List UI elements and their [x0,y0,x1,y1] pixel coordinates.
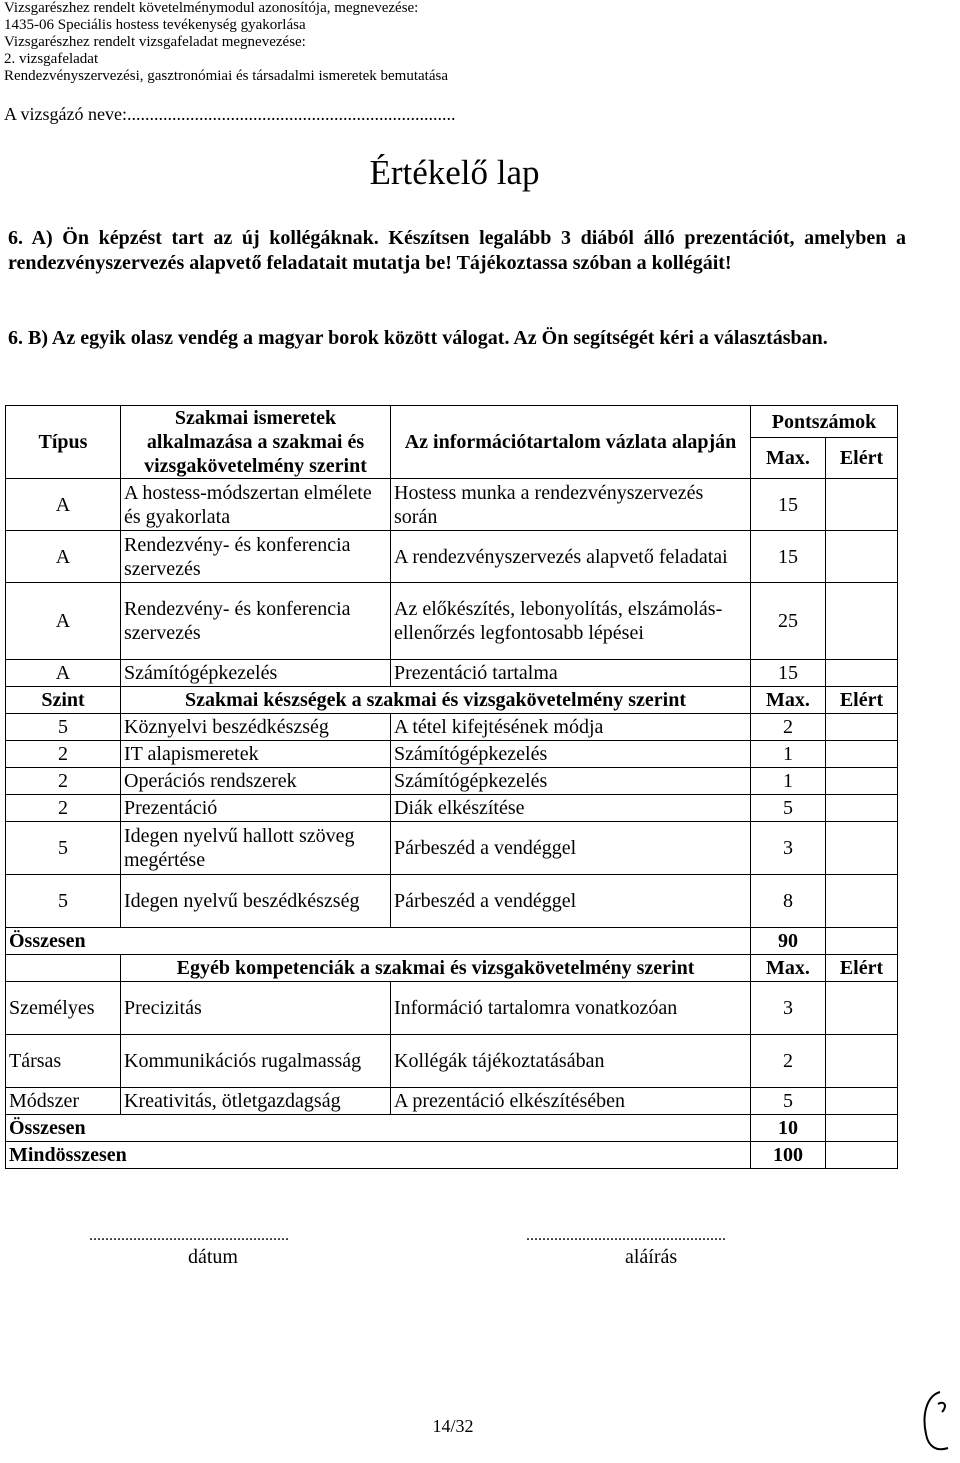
subtotal-label: Összesen [6,928,751,955]
subtotal-value: 90 [751,928,826,955]
max-cell: 2 [751,714,826,741]
topic-cell: Rendezvény- és konferencia szervezés [121,583,391,660]
col-type-header: Típus [6,406,121,479]
achieved-cell[interactable] [826,795,898,822]
type-cell: A [6,531,121,583]
max-cell: 25 [751,583,826,660]
page-number: 14/32 [432,1416,474,1436]
max-cell: 1 [751,768,826,795]
table-row [6,822,898,875]
max-cell: 3 [751,822,826,875]
content-cell: A rendezvényszervezés alapvető feladatai [391,531,751,583]
header-line: 1435-06 Speciális hostess tevékenység gyakorlása [4,17,306,33]
content-cell: Prezentáció tartalma [391,660,751,687]
skill-cell: Kreativitás, ötletgazdagság [121,1088,391,1115]
total-row [6,1142,898,1169]
date-label: dátum [188,1246,238,1268]
header-line: Vizsgarészhez rendelt vizsgafeladat megnevezése: [4,34,306,50]
table-row [6,795,898,822]
max-cell: 2 [751,1035,826,1088]
max-header: Max. [751,438,826,479]
document-header [4,0,448,85]
max-header: Max. [751,687,826,714]
skill-cell: Prezentáció [121,795,391,822]
task-b: 6. B) Az egyik olasz vendég a magyar borok között válogat. Az Ön segítségét kéri a választásban. [8,327,828,349]
type-cell: Társas [6,1035,121,1088]
table-row [6,982,898,1035]
content-cell: A prezentáció elkészítésében [391,1088,751,1115]
achieved-cell[interactable] [826,1035,898,1088]
page-title: Értékelő lap [369,153,540,192]
table-row [6,531,898,583]
max-header: Max. [751,955,826,982]
table-row [6,660,898,687]
skill-cell: Operációs rendszerek [121,768,391,795]
content-cell: Diák elkészítése [391,795,751,822]
type-cell: A [6,583,121,660]
content-cell: Információ tartalomra vonatkozóan [391,982,751,1035]
skill-cell: Precizitás [121,982,391,1035]
max-cell: 3 [751,982,826,1035]
header-line: 2. vizsgafeladat [4,51,99,67]
achieved-cell[interactable] [826,479,898,531]
candidate-name-line: A vizsgázó neve:......................................................................... [4,104,456,124]
content-cell: Hostess munka a rendezvényszervezés során [391,479,751,531]
content-cell: Számítógépkezelés [391,768,751,795]
achieved-cell[interactable] [826,583,898,660]
table-row [6,768,898,795]
level-cell: 5 [6,875,121,928]
achieved-cell[interactable] [826,1088,898,1115]
max-cell: 5 [751,795,826,822]
skill-cell: Idegen nyelvű hallott szöveg megértése [121,822,391,875]
skills-header: Szakmai készségek a szakmai és vizsgakövetelmény szerint [121,687,751,714]
total-label: Mindösszesen [6,1142,751,1169]
table-row [6,1088,898,1115]
type-cell: Módszer [6,1088,121,1115]
table-row [6,1035,898,1088]
header-line: Vizsgarészhez rendelt követelménymodul azonosítója, megnevezése: [4,0,419,16]
type-cell: Személyes [6,982,121,1035]
corner-mark-icon [918,1386,954,1456]
subtotal-value: 10 [751,1115,826,1142]
subtotal-label: Összesen [6,1115,751,1142]
topic-cell: Rendezvény- és konferencia szervezés [121,531,391,583]
header-line: Rendezvényszervezési, gasztronómiai és társadalmi ismeretek bemutatása [4,68,448,84]
max-cell: 15 [751,531,826,583]
achieved-cell[interactable] [826,1115,898,1142]
achieved-cell[interactable] [826,928,898,955]
task-a: 6. A) Ön képzést tart az új kollégáknak. Készítsen legalább 3 diából álló prezentációt, amelyben a rendezvényszervezés alapvető feladatait mutatja be! Tájékoztassa szóban a kollégáit! [8,227,906,274]
achieved-header: Elért [826,955,898,982]
skills-header-row [6,687,898,714]
type-cell: A [6,660,121,687]
content-cell: Párbeszéd a vendéggel [391,875,751,928]
achieved-cell[interactable] [826,768,898,795]
content-cell: Kollégák tájékoztatásában [391,1035,751,1088]
content-cell: Párbeszéd a vendéggel [391,822,751,875]
table-row [6,583,898,660]
achieved-header: Elért [826,687,898,714]
table-row [6,875,898,928]
col-knowledge-header: Szakmai ismeretek alkalmazása a szakmai és vizsgakövetelmény szerint [121,406,391,479]
achieved-header: Elért [826,438,898,479]
level-header: Szint [6,687,121,714]
other-header-row [6,955,898,982]
level-cell: 5 [6,822,121,875]
max-cell: 15 [751,660,826,687]
achieved-cell[interactable] [826,1142,898,1169]
subtotal-row [6,1115,898,1142]
signature-label: aláírás [625,1246,678,1268]
type-cell: A [6,479,121,531]
achieved-cell[interactable] [826,531,898,583]
skill-cell: Kommunikációs rugalmasság [121,1035,391,1088]
level-cell: 5 [6,714,121,741]
topic-cell: Számítógépkezelés [121,660,391,687]
level-cell: 2 [6,741,121,768]
total-value: 100 [751,1142,826,1169]
achieved-cell[interactable] [826,660,898,687]
subtotal-row [6,928,898,955]
evaluation-table [5,405,898,1169]
blank-cell [6,955,121,982]
skill-cell: Idegen nyelvű beszédkészség [121,875,391,928]
content-cell: Az előkészítés, lebonyolítás, elszámolás-ellenőrzés legfontosabb lépései [391,583,751,660]
points-header: Pontszámok [751,406,898,438]
achieved-cell[interactable] [826,822,898,875]
topic-cell: A hostess-módszertan elmélete és gyakorlata [121,479,391,531]
table-row [6,741,898,768]
achieved-cell[interactable] [826,875,898,928]
max-cell: 1 [751,741,826,768]
table-row [6,479,898,531]
max-cell: 15 [751,479,826,531]
content-cell: Számítógépkezelés [391,741,751,768]
table-row [6,714,898,741]
level-cell: 2 [6,768,121,795]
date-dots: .................................................. [89,1227,289,1244]
col-content-header: Az információtartalom vázlata alapján [391,406,751,479]
achieved-cell[interactable] [826,982,898,1035]
achieved-cell[interactable] [826,714,898,741]
signature-dots: .................................................. [526,1227,726,1244]
level-cell: 2 [6,795,121,822]
skill-cell: Köznyelvi beszédkészség [121,714,391,741]
max-cell: 5 [751,1088,826,1115]
achieved-cell[interactable] [826,741,898,768]
max-cell: 8 [751,875,826,928]
other-header: Egyéb kompetenciák a szakmai és vizsgakövetelmény szerint [121,955,751,982]
content-cell: A tétel kifejtésének módja [391,714,751,741]
skill-cell: IT alapismeretek [121,741,391,768]
